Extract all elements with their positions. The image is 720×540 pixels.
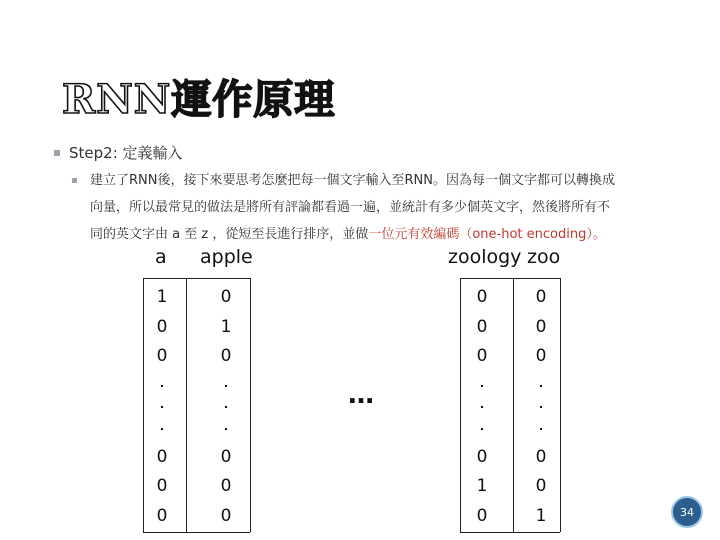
vector-cell: 0 — [220, 476, 232, 496]
vector-dot — [481, 428, 483, 430]
bullet-level1 — [54, 142, 183, 163]
vector-cell: 1 — [220, 317, 232, 337]
vector-dot — [161, 385, 163, 387]
vector-border — [560, 278, 561, 532]
vector-dot — [540, 406, 542, 408]
bullet-level2-line2: 向量，所以最常見的做法是將所有評論都看過一遍，並統計有多少個英文字，然後將所有不 — [90, 200, 611, 215]
vector-cell: 0 — [156, 447, 168, 467]
vector-border — [513, 278, 514, 532]
vector-border — [143, 278, 144, 532]
vector-dot — [161, 406, 163, 408]
vector-dot — [481, 406, 483, 408]
vector-cell: 1 — [156, 287, 168, 307]
vector-dot — [540, 428, 542, 430]
vector-border — [460, 278, 461, 532]
bullet-square-icon — [72, 178, 77, 183]
vector-cell: 1 — [476, 476, 488, 496]
page-number-badge: 34 — [671, 496, 703, 528]
vector-border — [143, 532, 250, 533]
vector-border — [250, 278, 251, 532]
vector-cell: 0 — [156, 317, 168, 337]
vector-cell: 0 — [535, 447, 547, 467]
vector-border — [460, 532, 560, 533]
vector-dot — [540, 385, 542, 387]
vector-cell: 0 — [156, 506, 168, 526]
vector-cell: 0 — [156, 346, 168, 366]
vector-cell: 0 — [220, 287, 232, 307]
bullet-level2-line1: 建立了RNN後，接下來要思考怎麼把每一個文字輸入至RNN。因為每一個文字都可以轉換成 — [90, 173, 615, 188]
vector-cell: 0 — [535, 346, 547, 366]
vector-cell: 1 — [535, 506, 547, 526]
line3-end: 。 — [592, 227, 606, 242]
vector-header-zoo: zoo — [527, 246, 561, 268]
one-hot-highlight: 一位元有效編碼（one-hot encoding） — [368, 227, 593, 242]
vector-header-apple: apple — [200, 246, 253, 268]
vector-cell: 0 — [535, 287, 547, 307]
vector-cell: 0 — [476, 447, 488, 467]
vector-cell: 0 — [535, 476, 547, 496]
vector-border — [186, 278, 187, 532]
bullet-level1-text: Step2: 定義輸入 — [69, 144, 183, 162]
vector-cell: 0 — [476, 506, 488, 526]
vector-border — [143, 278, 250, 279]
bullet-square-icon — [54, 150, 60, 156]
bullet-level2-line3 — [90, 221, 664, 248]
bullet-level2 — [74, 167, 664, 248]
vector-cell: 0 — [476, 346, 488, 366]
vector-cell: 0 — [220, 506, 232, 526]
vector-cell: 0 — [476, 287, 488, 307]
vector-cell: 0 — [476, 317, 488, 337]
vector-dot — [225, 428, 227, 430]
vector-header-zoology: zoology — [448, 246, 522, 268]
vector-header-a: a — [155, 246, 167, 268]
vector-ellipsis: … — [348, 380, 374, 410]
vector-cell: 0 — [220, 346, 232, 366]
line3-text: 同的英文字由 a 至 z ，從短至長進行排序，並做 — [90, 227, 369, 242]
vector-border — [460, 278, 560, 279]
vector-cell: 0 — [156, 476, 168, 496]
vector-dot — [225, 385, 227, 387]
vector-cell: 0 — [220, 447, 232, 467]
vector-dot — [161, 428, 163, 430]
vector-dot — [481, 385, 483, 387]
vector-cell: 0 — [535, 317, 547, 337]
slide-title: RNN運作原理 — [62, 76, 336, 123]
vector-dot — [225, 406, 227, 408]
